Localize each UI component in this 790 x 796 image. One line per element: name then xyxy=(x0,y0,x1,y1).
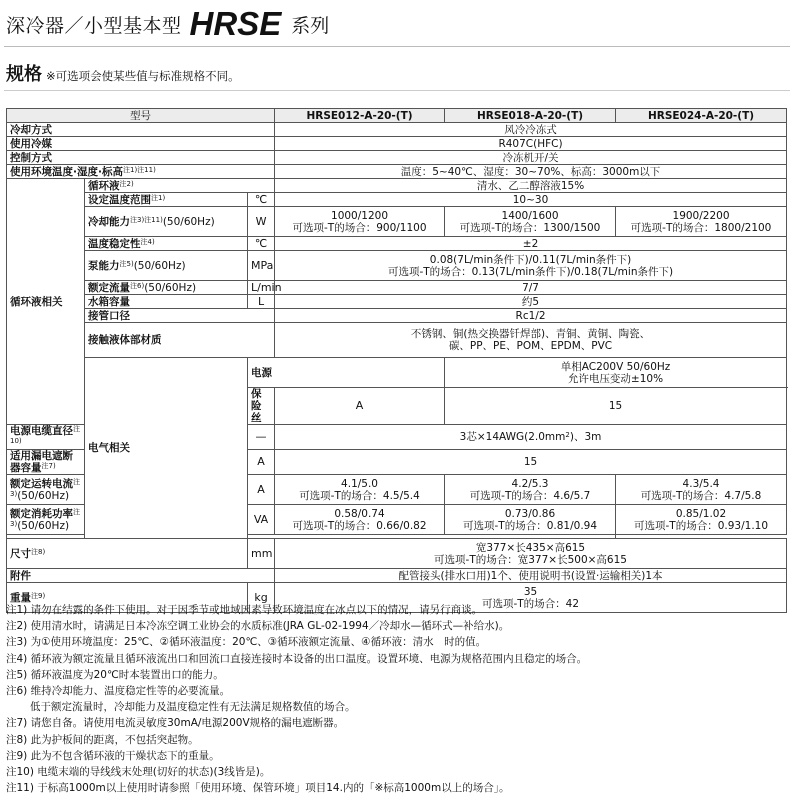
row-value: 配管接头(排水口用)1个、使用说明书(设置·运输相关)1本 xyxy=(275,569,787,583)
table-row xyxy=(7,237,787,251)
row-label: 接管口径 xyxy=(85,309,275,323)
footnote-continuation: 低于额定流量时，冷却能力及温度稳定性有无法满足规格数值的场合。 xyxy=(30,701,356,714)
row-value: 10~30 xyxy=(275,193,787,207)
row-label: 额定消耗功率$^{注3)}$(50/60Hz) xyxy=(7,505,85,535)
row-value: 4.3/5.4 可选项-T的场合：4.7/5.8 xyxy=(616,475,787,505)
footnote: 注7) 请您自备。请使用电流灵敏度30mA/电源200V规格的漏电遮断器。 xyxy=(6,717,345,730)
row-value: 35 可选项-T的场合：42 xyxy=(275,583,787,613)
row-label: 冷却方式 xyxy=(7,123,275,137)
spec-table xyxy=(6,108,787,613)
row-label: 重量$^{注9)}$ xyxy=(7,583,248,613)
row-value: 1000/1200 可选项-T的场合：900/1100 xyxy=(275,207,445,237)
row-value: 清水、乙二醇溶液15% xyxy=(275,179,787,193)
row-unit: L/min xyxy=(248,281,275,295)
row-unit: ℃ xyxy=(248,237,275,251)
row-unit: A xyxy=(248,450,275,475)
row-label: 接触液体部材质 xyxy=(85,323,275,358)
title-model: HRSE xyxy=(189,5,282,42)
group-electrical: 电气相关 xyxy=(85,358,248,539)
table-row xyxy=(7,323,787,358)
row-value: 1400/1600 可选项-T的场合：1300/1500 xyxy=(445,207,616,237)
footnote: 注8) 此为护板间的距离，不包括突起物。 xyxy=(6,733,199,746)
table-row xyxy=(7,179,787,193)
row-value: 温度：5~40℃、湿度：30~70%、标高：3000m以下 xyxy=(275,165,787,179)
row-value: 0.58/0.74 可选项-T的场合：0.66/0.82 xyxy=(275,505,445,535)
table-row xyxy=(7,137,787,151)
table-row xyxy=(7,193,787,207)
table-row xyxy=(7,251,787,281)
row-label: 额定运转电流$^{注3)}$(50/60Hz) xyxy=(7,475,85,505)
row-value: 宽377×长435×高615 可选项-T的场合：宽377×长500×高615 xyxy=(275,539,787,569)
row-value: 4.2/5.3 可选项-T的场合：4.6/5.7 xyxy=(445,475,616,505)
row-unit: MPa xyxy=(248,251,275,281)
row-label: 尺寸$^{注8)}$ xyxy=(7,539,248,569)
footnote: 注4) 循环液为额定流量且循环液流出口和回流口直接连接时本设备的出口温度。设置环境、电源为规格范围内且稳定的场合。 xyxy=(6,652,588,665)
footnotes xyxy=(6,602,788,796)
row-label: 温度稳定性$^{注4)}$ xyxy=(85,237,248,251)
table-row xyxy=(7,569,787,583)
row-value: 0.85/1.02 可选项-T的场合：0.93/1.10 xyxy=(616,505,787,535)
row-unit: W xyxy=(248,207,275,237)
row-label: 使用冷媒 xyxy=(7,137,275,151)
row-label: 额定流量$^{注6)}$(50/60Hz) xyxy=(85,281,248,295)
table-row xyxy=(7,165,787,179)
row-label: 电源电缆直径$^{注10)}$ xyxy=(7,425,85,450)
model-2: HRSE018-A-20-(T) xyxy=(445,109,616,123)
table-row xyxy=(7,207,787,237)
table-row xyxy=(7,281,787,295)
table-row xyxy=(7,309,787,323)
table-row xyxy=(7,539,787,569)
spec-note: ※可选项会使某些值与标准规格不同。 xyxy=(46,69,240,83)
table-row xyxy=(7,358,787,388)
title-suffix: 系列 xyxy=(291,14,330,37)
row-value: 7/7 xyxy=(275,281,787,295)
row-value: ±2 xyxy=(275,237,787,251)
table-row xyxy=(7,295,787,309)
row-label: 电源 xyxy=(248,358,445,388)
table-row xyxy=(7,123,787,137)
title-divider xyxy=(4,46,790,47)
row-value: Rc1/2 xyxy=(275,309,787,323)
row-label: 水箱容量 xyxy=(85,295,248,309)
footnote: 注6) 维持冷却能力、温度稳定性等的必要流量。 xyxy=(6,685,231,698)
row-unit: ℃ xyxy=(248,193,275,207)
row-label: 泵能力$^{注5)}$(50/60Hz) xyxy=(85,251,248,281)
row-unit: VA xyxy=(248,505,275,535)
model-1: HRSE012-A-20-(T) xyxy=(275,109,445,123)
model-3: HRSE024-A-20-(T) xyxy=(616,109,787,123)
row-value: 风冷冷冻式 xyxy=(275,123,787,137)
footnote: 注1) 请勿在结露的条件下使用。对于因季节或地域因素导致环境温度在冰点以下的情况，请另行商谈。 xyxy=(6,604,483,616)
row-label: 冷却能力$^{注3)注11)}$(50/60Hz) xyxy=(85,207,248,237)
table-header-row xyxy=(7,109,787,123)
spec-divider xyxy=(4,90,790,91)
row-value: 15 xyxy=(275,450,787,475)
row-value: 3芯$\times 14AWG(2.0mm^2)$、3m xyxy=(275,425,787,450)
row-unit: A xyxy=(275,388,445,425)
row-value: 单相AC200V 50/60Hz 允许电压变动±10% xyxy=(445,358,787,388)
row-label: 设定温度范围$^{注1)}$ xyxy=(85,193,248,207)
table-row xyxy=(7,151,787,165)
group-circulating-fluid: 循环液相关 xyxy=(7,179,85,425)
row-value: 0.73/0.86 可选项-T的场合：0.81/0.94 xyxy=(445,505,616,535)
row-value: 不锈钢、铜(热交换器钎焊部)、青铜、黄铜、陶瓷、 碳、PP、PE、POM、EPDM、PVC xyxy=(275,323,787,358)
spec-heading-row xyxy=(6,60,240,86)
row-label: 附件 xyxy=(7,569,275,583)
page-title xyxy=(6,4,329,44)
row-value: 1900/2200 可选项-T的场合：1800/2100 xyxy=(616,207,787,237)
row-label: 适用漏电遮断器容量$^{注7)}$ xyxy=(7,450,85,475)
row-value: 冷冻机开/关 xyxy=(275,151,787,165)
row-unit: mm xyxy=(248,539,275,569)
footnote: 注10) 电缆末端的导线线末处理(切好的状态)(3线皆是)。 xyxy=(6,766,271,779)
row-value: R407C(HFC) xyxy=(275,137,787,151)
row-label: 循环液$^{注2)}$ xyxy=(85,179,275,193)
row-value: 约5 xyxy=(275,295,787,309)
row-value: 15 xyxy=(445,388,787,425)
row-label: 保险丝 xyxy=(248,388,275,425)
footnote: 注2) 使用清水时，请满足日本冷冻空调工业协会的水质标准(JRA GL-02-1994／冷却水—循环式—补给水)。 xyxy=(6,620,510,633)
spec-heading: 规格 xyxy=(6,64,42,85)
row-unit: kg xyxy=(248,583,275,613)
row-value: 0.08(7L/min条件下)/0.11(7L/min条件下) 可选项-T的场合：0.13(7L/min条件下)/0.18(7L/min条件下) xyxy=(275,251,787,281)
row-unit: A xyxy=(248,475,275,505)
title-prefix: 深冷器／小型基本型 xyxy=(6,14,182,37)
row-label: 控制方式 xyxy=(7,151,275,165)
model-label: 型号 xyxy=(7,109,275,123)
footnote: 注3) 为①使用环境温度：25℃、②循环液温度：20℃、③循环液额定流量、④循环液：清水 时的值。 xyxy=(6,636,487,649)
row-unit: L xyxy=(248,295,275,309)
row-label: 使用环境温度·湿度·标高$^{注1)注11)}$ xyxy=(7,165,275,179)
footnote: 注5) 循环液温度为20℃时本装置出口的能力。 xyxy=(6,668,224,681)
footnote: 注9) 此为不包含循环液的干燥状态下的重量。 xyxy=(6,749,220,762)
row-value: 4.1/5.0 可选项-T的场合：4.5/5.4 xyxy=(275,475,445,505)
row-unit: — xyxy=(248,425,275,450)
footnote: 注11) 于标高1000m以上使用时请参照「使用环境、保管环境」项目14.内的「※标高1000m以上的场合」。 xyxy=(6,782,510,795)
